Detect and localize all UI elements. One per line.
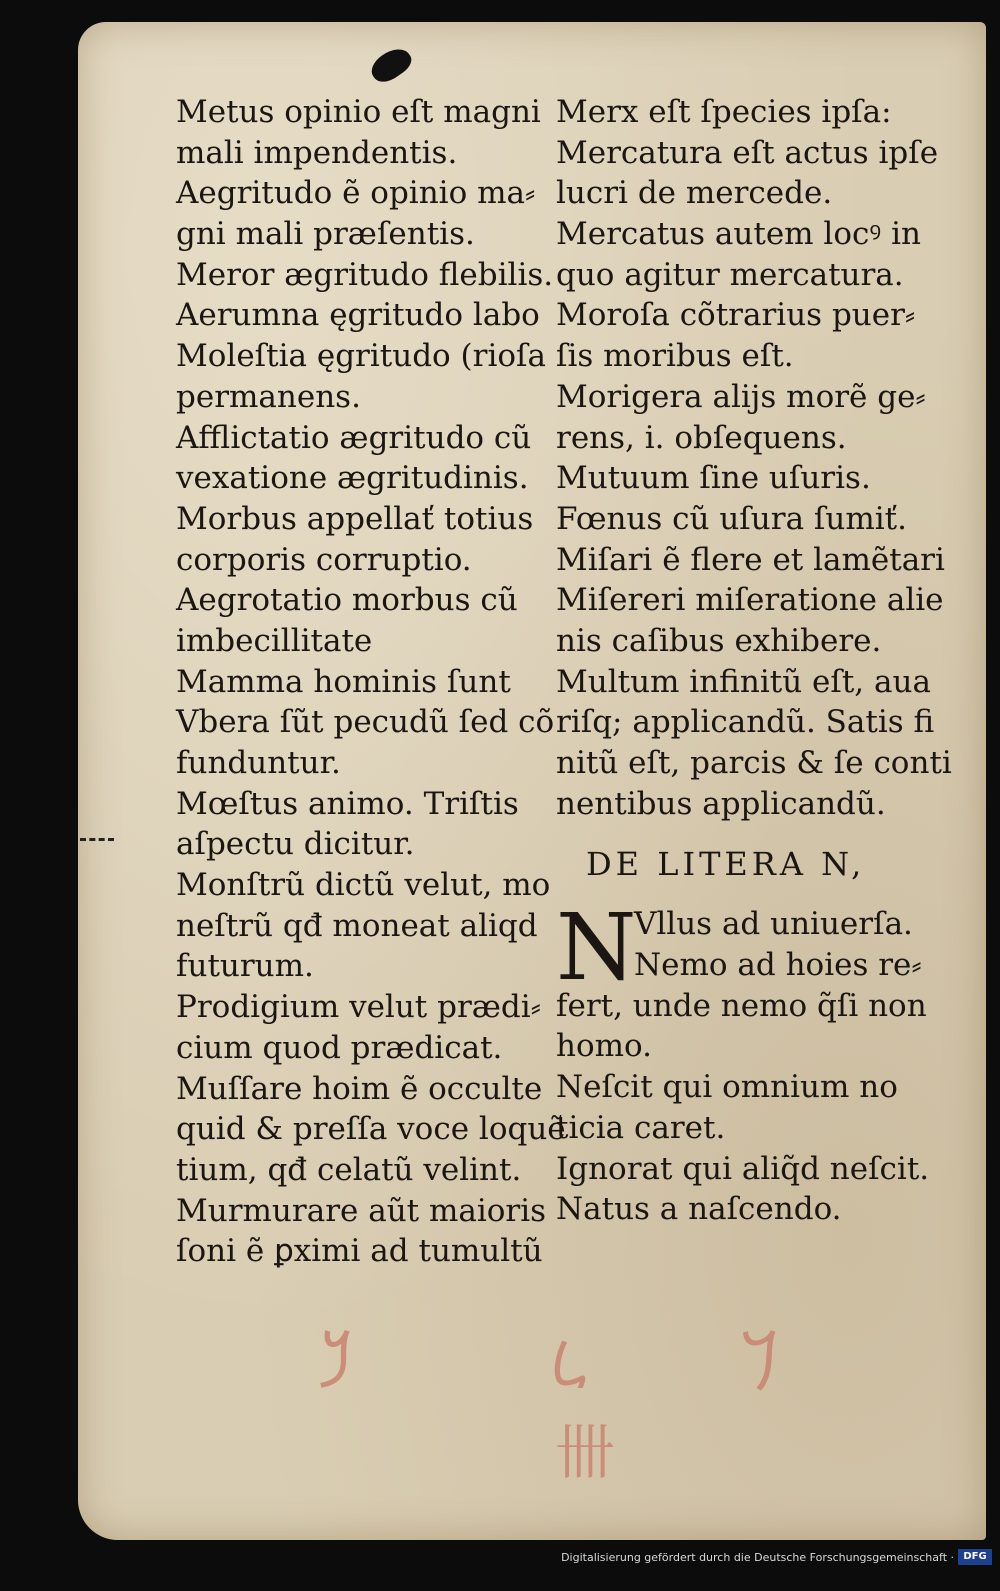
initial-paragraph xyxy=(556,894,966,1002)
text-line: permanens. xyxy=(176,378,361,415)
text-line: quid & preſſa voce loquẽ xyxy=(176,1111,566,1148)
text-line: mali impendentis. xyxy=(176,134,458,171)
text-line: Aerumna ęgritudo labo xyxy=(176,297,540,334)
text-line: aſpectu dicitur. xyxy=(176,826,415,863)
text-line: Ignorat qui aliq̃d neſcit. xyxy=(556,1150,930,1187)
text-line: Morigera alijs morẽ ge⸗ xyxy=(556,378,926,415)
text-line: ticia caret. xyxy=(556,1109,726,1146)
text-line: gni mali præſentis. xyxy=(176,216,475,253)
text-line: Mercatura eſt actus ipſe xyxy=(556,134,939,171)
section-heading: DE LITERA N, xyxy=(586,845,866,884)
text-line: Miſari ẽ flere et lamẽtari xyxy=(556,541,945,578)
text-line: nentibus applicandũ. xyxy=(556,785,886,822)
ink-blot xyxy=(366,42,415,87)
text-line: nitũ eſt, parcis & ſe conti xyxy=(556,745,952,781)
text-line: Muſſare hoim ẽ occulte xyxy=(176,1070,543,1107)
text-line: imbecillitate xyxy=(176,622,373,659)
text-line: Mœſtus animo. Triſtis xyxy=(176,785,519,822)
text-line: Metus opinio eſt magni xyxy=(176,94,541,130)
text-line: Fœnus cũ uſura ſumiť. xyxy=(556,500,907,537)
red-mark-1: 𐡊 xyxy=(320,1319,355,1389)
text-line: corporis corruptio. xyxy=(176,541,472,578)
text-line: ſoni ẽ ꝑximi ad tumultũ xyxy=(176,1233,543,1270)
text-line: Prodigium velut prædi⸗ xyxy=(176,989,542,1026)
text-line: ſis moribus eſt. xyxy=(556,338,794,375)
text-line: lucri de mercede. xyxy=(556,175,833,212)
text-line: Mamma hominis ſunt xyxy=(176,663,511,700)
text-line: cium quod prædicat. xyxy=(176,1029,503,1066)
text-line: Mutuum ſine uſuris. xyxy=(556,460,871,497)
text-line: Morbus appellať totius xyxy=(176,500,534,537)
text-line: futurum. xyxy=(176,948,314,985)
text-line: Vbera ſũt pecudũ ſed cõ xyxy=(176,704,555,741)
text-line: Mercatus autem locꝰ in xyxy=(556,216,921,253)
text-line: Natus a naſcendo. xyxy=(556,1191,842,1228)
text-line: Neſcit qui omnium no xyxy=(556,1069,898,1106)
text-line: homo. xyxy=(556,1028,652,1065)
text-line: nis caſibus exhibere. xyxy=(556,622,882,659)
text-line: Nemo ad hoies re⸗ xyxy=(634,947,922,984)
drop-initial-letter: N xyxy=(556,894,637,1002)
text-line: Multum infinitũ eſt, aua xyxy=(556,663,931,700)
left-text-column xyxy=(176,92,576,1272)
text-line: funduntur. xyxy=(176,745,341,781)
text-line: fert, unde nemo q̃ſi non xyxy=(556,987,927,1024)
text-line: Monſtrũ dictũ velut, mo xyxy=(176,867,551,904)
red-mark-4: 卌 xyxy=(555,1418,615,1488)
text-line: Aegrotatio morbus cũ xyxy=(176,582,518,619)
text-line: Moroſa cõtrarius puer⸗ xyxy=(556,297,916,334)
text-line: quo agitur mercatura. xyxy=(556,256,904,293)
text-line: riſq; applicandũ. Satis fi xyxy=(556,704,935,741)
text-line: Aegritudo ẽ opinio ma⸗ xyxy=(176,175,536,212)
text-line: tium, qđ celatũ velint. xyxy=(176,1151,522,1188)
text-line: Miſereri miſeratione alie xyxy=(556,582,944,619)
text-line: Afflictatio ægritudo cũ xyxy=(176,419,532,456)
red-mark-2: 𐡋 xyxy=(550,1329,586,1399)
dfg-logo-icon: DFG xyxy=(958,1549,992,1565)
red-mark-3: 𐡓 xyxy=(740,1319,781,1389)
text-line: neſtrũ qđ moneat aliqd xyxy=(176,907,538,944)
text-line: Meror ægritudo flebilis. xyxy=(176,256,554,293)
text-line: Murmurare aũt maioris xyxy=(176,1192,547,1229)
text-line: vexatione ægritudinis. xyxy=(176,460,529,497)
text-line: rens, i. obſequens. xyxy=(556,419,847,456)
margin-dash-mark xyxy=(80,838,114,845)
text-line: Merx eſt ſpecies ipſa: xyxy=(556,94,892,130)
text-line: Moleſtia ęgritudo (rioſa xyxy=(176,338,547,375)
text-line: Vllus ad uniuerſa. xyxy=(634,906,913,943)
funding-credit: Digitalisierung gefördert durch die Deutsche Forschungsgemeinschaft · xyxy=(561,1551,954,1564)
right-text-column xyxy=(556,92,966,1230)
red-marginalia-marks xyxy=(300,1310,860,1488)
